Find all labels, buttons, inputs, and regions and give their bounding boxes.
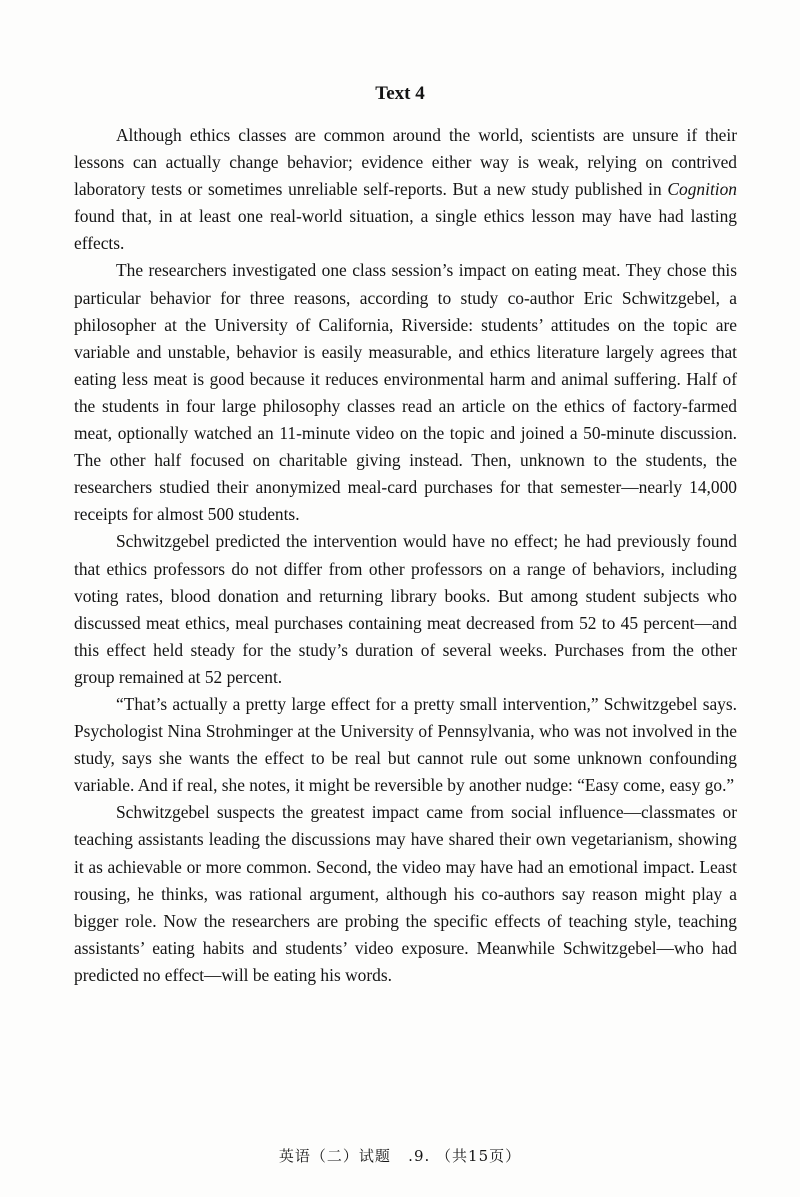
paragraph-2	[74, 257, 737, 528]
page-footer	[0, 1146, 800, 1166]
footer-page-number: .9.	[408, 1147, 431, 1165]
footer-subject: 英语（二）试题	[278, 1147, 391, 1165]
paragraph-text: found that, in at least one real-world situation, a single ethics lesson may have had lasting effects.	[74, 206, 737, 254]
paragraph-text: Although ethics classes are common around the world, scientists are unsure if their lessons can actually change behavior; evidence either way is weak, relying on contrived laboratory tests or sometimes unreliable self-reports. But a new study published in	[74, 125, 737, 200]
paragraph-5	[74, 799, 737, 989]
italic-title: Cognition	[667, 179, 737, 200]
paragraph-1	[74, 122, 737, 257]
footer-total-pages: （共15页）	[436, 1147, 522, 1165]
paragraph-3	[74, 528, 737, 691]
paragraph-text: The researchers investigated one class session’s impact on eating meat. They chose this particular behavior for three reasons, according to study co-author Eric Schwitzgebel, a philosopher at the University of California, Riverside: students’ attitudes on the topic are variable and unstable, behavior is easily measurable, and ethics literature largely agrees that eating less meat is good because it reduces environmental harm and animal suffering. Half of the students in four large philosophy classes read an article on the ethics of factory-farmed meat, optionally watched an 11-minute video on the topic and joined a 50-minute discussion. The other half focused on charitable giving instead. Then, unknown to the students, the researchers studied their anonymized meal-card purchases for that semester—nearly 14,000 receipts for almost 500 students.	[74, 260, 737, 525]
paragraph-text: Schwitzgebel predicted the intervention would have no effect; he had previously found that ethics professors do not differ from other professors on a range of behaviors, including voting rates, blood donation and returning library books. But among student subjects who discussed meat ethics, meal purchases containing meat decreased from 52 to 45 percent—and this effect held steady for the study’s duration of several weeks. Purchases from the other group remained at 52 percent.	[74, 531, 737, 687]
section-title: Text 4	[375, 83, 425, 104]
paragraph-4	[74, 691, 737, 799]
paragraph-text: “That’s actually a pretty large effect for a pretty small intervention,” Schwitzgebel says. Psychologist Nina Strohminger at the University of Pennsylvania, who was not involved in the study, says she wants the effect to be real but cannot rule out some unknown confounding variable. And if real, she notes, it might be reversible by another nudge: “Easy come, easy go.”	[74, 693, 737, 796]
passage-body	[74, 122, 737, 989]
paragraph-text: Schwitzgebel suspects the greatest impact came from social influence—classmates or teaching assistants leading the discussions may have shared their own vegetarianism, showing it as achievable or more common. Second, the video may have had an emotional impact. Least rousing, he thinks, was rational argument, although his co-authors say reason might play a bigger role. Now the researchers are probing the specific effects of teaching style, teaching assistants’ eating habits and students’ video exposure. Meanwhile Schwitzgebel—who had predicted no effect—will be eating his words.	[74, 802, 737, 985]
